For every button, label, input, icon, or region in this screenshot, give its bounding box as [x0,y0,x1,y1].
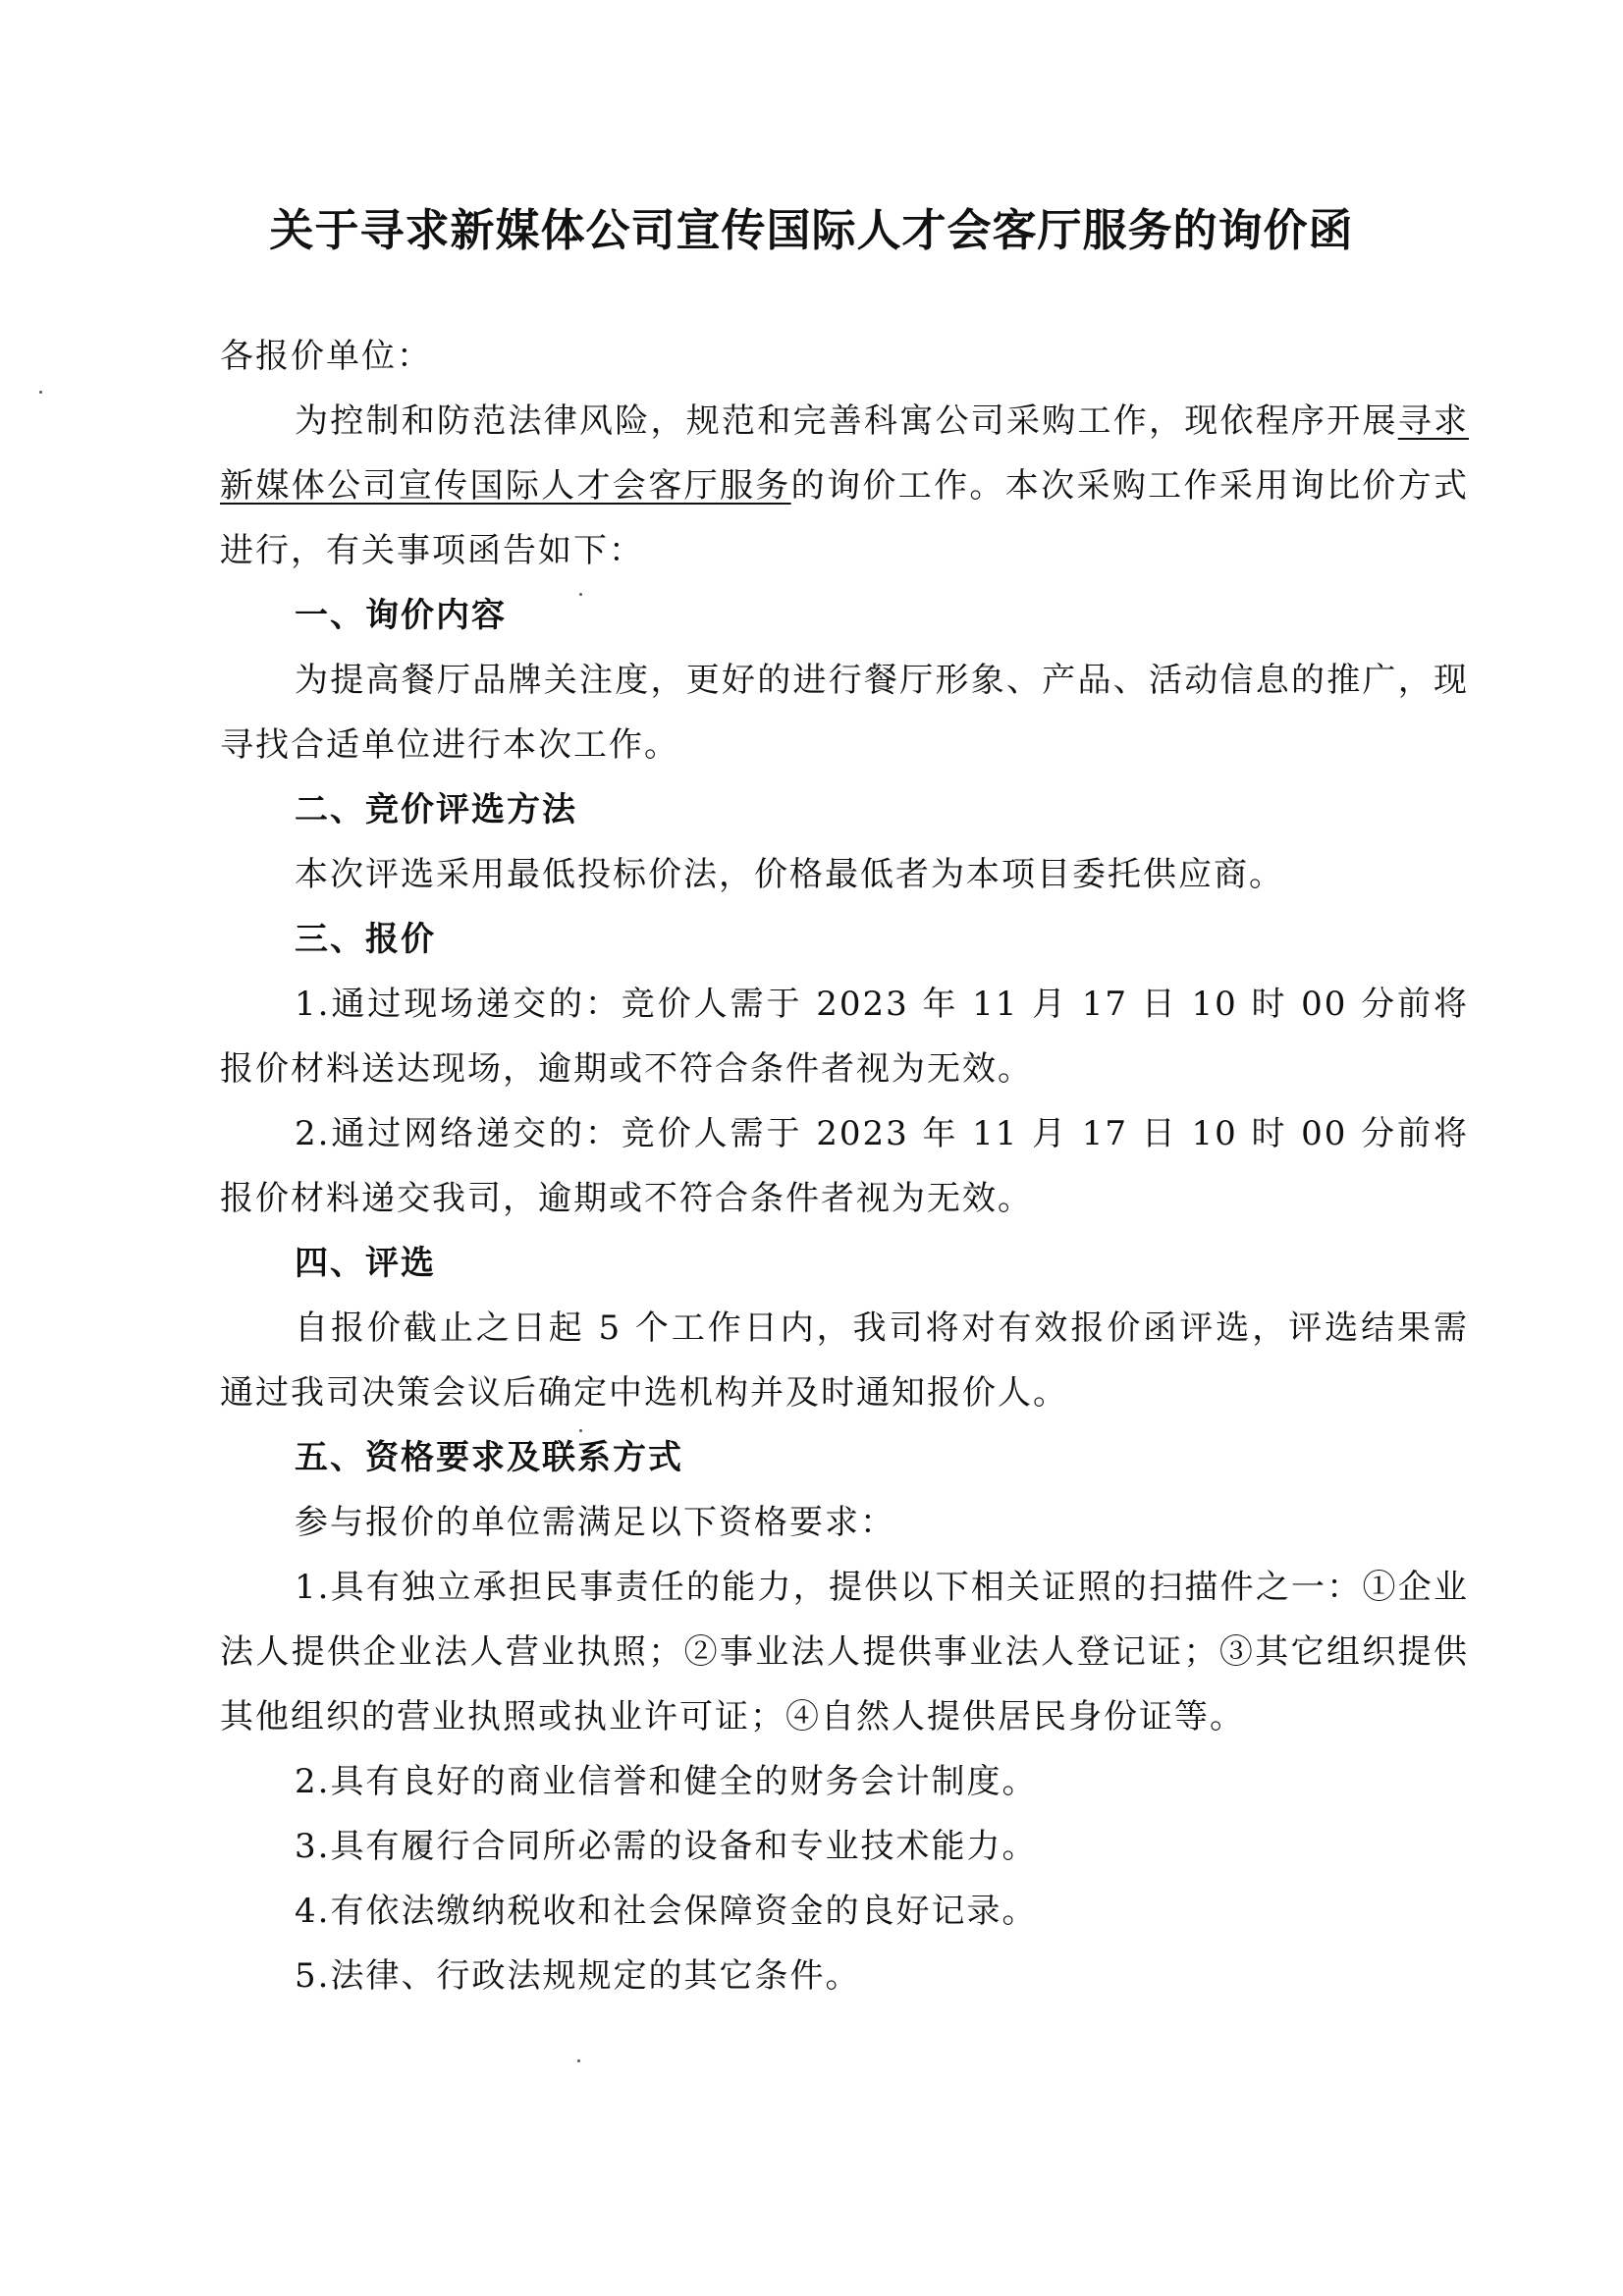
document-title: 关于寻求新媒体公司宣传国际人才会客厅服务的询价函 [269,204,1354,256]
section-2-paragraph-1: 本次评选采用最低投标价法，价格最低者为本项目委托供应商。 [295,855,1284,894]
scan-speck [577,2059,580,2062]
section-5-paragraph-1: 参与报价的单位需满足以下资格要求： [295,1503,895,1542]
section-heading-1: 一、询价内容 [295,596,507,635]
section-5-paragraph-5: 4.有依法缴纳税收和社会保障资金的良好记录。 [295,1892,1038,1931]
section-heading-5: 五、资格要求及联系方式 [295,1438,683,1477]
section-heading-4: 四、评选 [295,1244,436,1283]
intro-prefix: 为控制和防范法律风险，规范和完善科寓公司采购工作，现依程序开展 [295,401,1398,441]
section-3-paragraph-1: 1.通过现场递交的：竞价人需于 2023 年 11 月 17 日 10 时 00 分前将报价材料送达现场，逾期或不符合条件者视为无效。 [220,985,1469,1089]
scan-speck [39,391,42,394]
section-5-paragraph-4: 3.具有履行合同所必需的设备和专业技术能力。 [295,1827,1038,1866]
section-4-paragraph-1: 自报价截止之日起 5 个工作日内，我司将对有效报价函评选，评选结果需通过我司决策会议后确定中选机构并及时通知报价人。 [220,1308,1469,1413]
intro-project-name: 寻求新媒体公司宣传国际人才会客厅服务 [220,401,1469,506]
section-5-paragraph-6: 5.法律、行政法规规定的其它条件。 [295,1956,861,1996]
section-5-paragraph-2: 1.具有独立承担民事责任的能力，提供以下相关证照的扫描件之一：①企业法人提供企业法人营业执照；②事业法人提供事业法人登记证；③其它组织提供其他组织的营业执照或执业许可证；④自然人提供居民身份证等。 [220,1568,1469,1736]
section-1-paragraph-1: 为提高餐厅品牌关注度，更好的进行餐厅形象、产品、活动信息的推广，现寻找合适单位进行本次工作。 [220,661,1469,765]
document-body [220,324,1469,2008]
intro-suffix: 的询价工作。本次采购工作采用询比价方式进行，有关事项函告如下： [220,466,1470,570]
section-3-paragraph-2: 2.通过网络递交的：竞价人需于 2023 年 11 月 17 日 10 时 00 分前将报价材料递交我司，逾期或不符合条件者视为无效。 [220,1114,1469,1218]
scan-speck [579,1429,582,1432]
section-heading-2: 二、竞价评选方法 [295,790,577,829]
section-5-paragraph-3: 2.具有良好的商业信誉和健全的财务会计制度。 [295,1762,1038,1801]
salutation: 各报价单位： [220,337,432,376]
intro-paragraph [220,389,1469,583]
scan-speck [579,593,582,596]
section-heading-3: 三、报价 [295,920,436,959]
